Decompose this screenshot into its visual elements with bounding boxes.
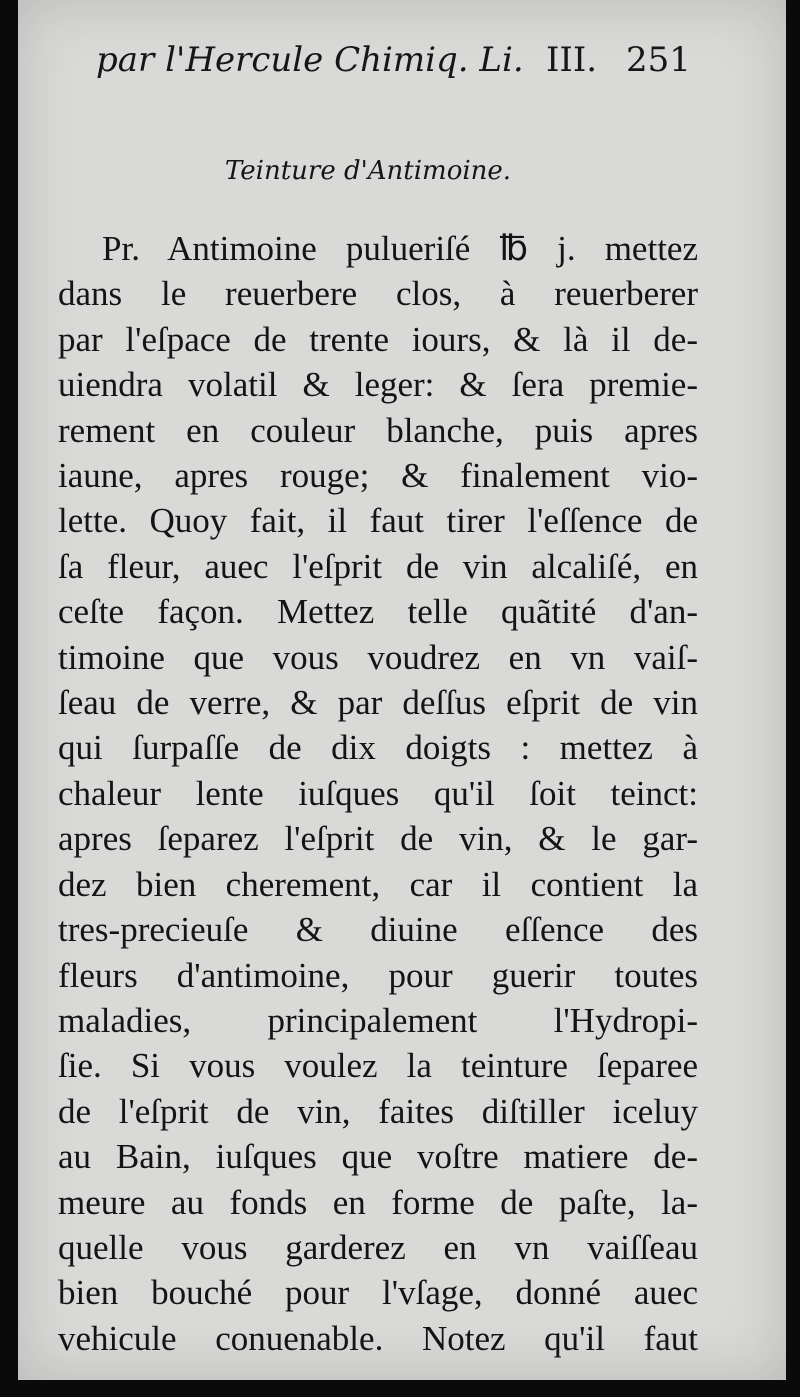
text-line: par l'eſpace de trente iours, & là il de- — [58, 319, 698, 359]
text-line: ſeau de verre, & par deſſus eſprit de vin — [58, 683, 698, 723]
text-line: de l'eſprit de vin, faites diſtiller iceluy — [58, 1091, 698, 1131]
text-line: ceſte façon. Mettez telle quãtité d'an- — [58, 592, 698, 632]
text-line: meure au fonds en forme de paſte, la- — [58, 1182, 698, 1222]
text-line: quelle vous garderez en vn vaiſſeau — [58, 1227, 698, 1267]
book-number: III. — [546, 40, 598, 80]
page-number: 251 — [626, 40, 691, 80]
text-line: lette. Quoy fait, il faut tirer l'eſſence de — [58, 501, 698, 541]
text-line: ſa fleur, auec l'eſprit de vin alcaliſé, en — [58, 546, 698, 586]
text-line: iaune, apres rouge; & finalement vio- — [58, 456, 698, 496]
text-line: maladies, principalement l'Hydropi- — [58, 1000, 698, 1040]
text-line: chaleur lente iuſques qu'il ſoit teinct: — [58, 773, 698, 813]
text-line: timoine que vous voudrez en vn vaiſ- — [58, 637, 698, 677]
text-line: apres ſeparez l'eſprit de vin, & le gar- — [58, 819, 698, 859]
running-head: par l'Hercule Chimiq. Li. — [96, 40, 524, 80]
section-title: Teinture d'Antimoine. — [224, 156, 512, 186]
text-line: au Bain, iuſques que voſtre matiere de- — [58, 1137, 698, 1177]
text-line: bien bouché pour l'vſage, donné auec — [58, 1273, 698, 1313]
book-page — [18, 0, 786, 1380]
text-line: rement en couleur blanche, puis apres — [58, 410, 698, 450]
text-line: qui ſurpaſſe de dix doigts : mettez à — [58, 728, 698, 768]
text-line: ſie. Si vous voulez la teinture ſeparee — [58, 1046, 698, 1086]
text-line: uiendra volatil & leger: & ſera premie- — [58, 365, 698, 405]
text-line: dez bien cherement, car il contient la — [58, 864, 698, 904]
text-line: tres-precieuſe & diuine eſſence des — [58, 910, 698, 950]
text-line: vehicule conuenable. Notez qu'il faut — [58, 1318, 698, 1358]
body-text — [58, 226, 698, 1361]
text-line: Pr. Antimoine pulueriſé ℔ j. mettez — [102, 229, 698, 268]
text-line: dans le reuerbere clos, à reuerberer — [58, 274, 698, 314]
page-header — [96, 40, 696, 96]
text-line: fleurs d'antimoine, pour guerir toutes — [58, 955, 698, 995]
